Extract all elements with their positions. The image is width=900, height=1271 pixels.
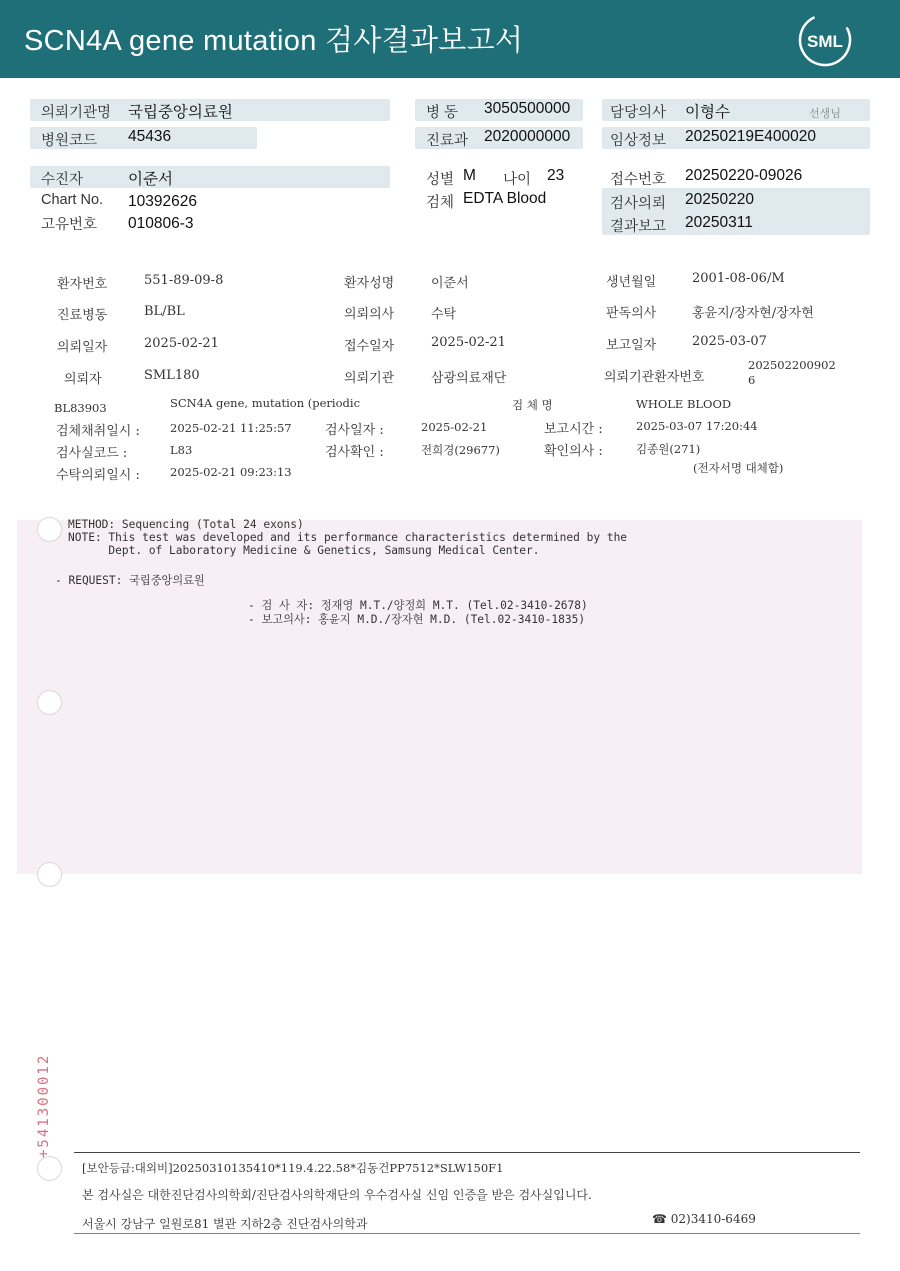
sml-logo-icon xyxy=(797,12,853,68)
reading-doctor-value: 홍윤지/장자현/장자현 xyxy=(692,306,814,321)
hospital-code-value: 45436 xyxy=(128,128,172,145)
sex-label: 성별 xyxy=(426,172,455,188)
collect-time-value: 2025-02-21 11:25:57 xyxy=(170,421,292,435)
patient-no-label: 환자번호 xyxy=(57,277,108,292)
req-inst-pt-label: 의뢰기관환자번호 xyxy=(604,370,705,385)
lab-code-label: 검사실코드 : xyxy=(56,446,128,461)
lab-code-value: L83 xyxy=(170,443,193,457)
requester-label: 의뢰자 xyxy=(64,372,102,387)
req-doctor-label: 의뢰의사 xyxy=(344,307,395,322)
chart-no-label: Chart No. xyxy=(41,192,104,208)
collect-time-label: 검체채취일시 : xyxy=(56,424,140,439)
req-inst-value: 삼광의료재단 xyxy=(431,371,507,386)
doctor-label: 담당의사 xyxy=(610,105,667,121)
test-date-value: 2025-02-21 xyxy=(421,420,488,434)
phone-text: ☎ 02)3410-6469 xyxy=(652,1212,756,1226)
specimen-name-value: WHOLE BLOOD xyxy=(636,397,732,411)
req-doctor-value: 수탁 xyxy=(431,307,457,322)
unique-no-value: 010806-3 xyxy=(128,215,194,232)
report-time-value: 2025-03-07 17:20:44 xyxy=(636,419,758,433)
specimen-name-label: 검 체 명 xyxy=(512,398,553,412)
report-date-label: 결과보고 xyxy=(610,219,667,235)
consign-time-value: 2025-02-21 09:23:13 xyxy=(170,465,292,479)
department-value: 2020000000 xyxy=(484,128,571,145)
test-date-label: 검사일자 : xyxy=(325,423,384,438)
report-title: SCN4A gene mutation 검사결과보고서 xyxy=(24,25,524,57)
clinical-label: 임상정보 xyxy=(610,133,667,149)
test-name: SCN4A gene, mutation (periodic xyxy=(170,396,361,410)
request-line: - REQUEST: 국립중앙의료원 xyxy=(55,574,205,587)
receipt-no-label: 접수번호 xyxy=(610,172,667,188)
reading-doctor-label: 판독의사 xyxy=(606,306,657,321)
side-serial-number: +541300012 xyxy=(36,1053,52,1158)
logo-text: SML xyxy=(807,32,843,51)
specimen-label: 검체 xyxy=(426,195,455,211)
doctor-suffix: 선생님 xyxy=(809,108,841,120)
ward-value: 3050500000 xyxy=(484,100,571,117)
report-time-label: 보고시간 : xyxy=(544,422,603,437)
chart-no-value: 10392626 xyxy=(128,193,197,210)
confirm-label: 검사확인 : xyxy=(325,445,384,460)
institution-label: 의뢰기관명 xyxy=(41,105,112,121)
hospital-code-label: 병원코드 xyxy=(41,133,98,149)
patient-name-label: 환자성명 xyxy=(344,276,395,291)
ward-report-value: BL/BL xyxy=(144,304,185,319)
punch-hole-lower xyxy=(37,862,62,887)
punch-hole-bottom xyxy=(37,1156,62,1181)
patient-value: 이준서 xyxy=(128,171,173,188)
sex-value: M xyxy=(463,167,476,184)
method-text: METHOD: Sequencing (Total 24 exons) xyxy=(68,518,304,531)
certification-text: 본 검사실은 대한진단검사의학회/진단검사의학재단의 우수검사실 신임 인증을 받은 검사실입니다. xyxy=(82,1188,592,1202)
report-date-value: 20250311 xyxy=(685,214,753,231)
consign-time-label: 수탁의뢰일시 : xyxy=(56,468,140,483)
age-label: 나이 xyxy=(503,172,532,188)
ward-report-label: 진료병동 xyxy=(57,308,108,323)
punch-hole-top xyxy=(37,517,62,542)
report-date-report-value: 2025-03-07 xyxy=(692,334,767,349)
request-date-label: 검사의뢰 xyxy=(610,196,667,212)
report-header xyxy=(0,0,900,78)
footer-top-rule xyxy=(74,1152,860,1153)
confirm-value: 전희경(29677) xyxy=(421,443,500,457)
address-text: 서울시 강남구 일원로81 별관 지하2층 진단검사의학과 xyxy=(82,1217,368,1231)
age-value: 23 xyxy=(547,167,565,184)
requester-value: SML180 xyxy=(144,368,200,383)
patient-pill xyxy=(30,166,390,188)
department-label: 진료과 xyxy=(426,133,469,149)
req-date-value: 2025-02-21 xyxy=(144,336,219,351)
test-code: BL83903 xyxy=(54,401,107,415)
confirm-doctor-value: 김종원(271) xyxy=(636,442,701,456)
req-inst-pt-value: 202502200902 xyxy=(748,358,836,372)
unique-no-label: 고유번호 xyxy=(41,217,98,233)
req-date-label: 의뢰일자 xyxy=(57,340,108,355)
punch-hole-middle xyxy=(37,690,62,715)
birth-value: 2001-08-06/M xyxy=(692,271,785,286)
patient-no-value: 551-89-09-8 xyxy=(144,273,224,288)
doctor-value: 이형수 xyxy=(685,104,730,121)
receipt-no-value: 20250220-09026 xyxy=(685,167,803,184)
birth-label: 생년월일 xyxy=(606,275,657,290)
institution-value: 국립중앙의료원 xyxy=(128,104,233,121)
specimen-value: EDTA Blood xyxy=(463,190,547,207)
security-line: [보안등급:대외비]20250310135410*119.4.22.58*김동건PP7512*SLW150F1 xyxy=(82,1161,504,1175)
reporter-line: - 보고의사: 홍윤지 M.D./장자현 M.D. (Tel.02-3410-1835) xyxy=(248,613,586,626)
note-line-2: Dept. of Laboratory Medicine & Genetics, Samsung Medical Center. xyxy=(68,544,540,557)
request-date-value: 20250220 xyxy=(685,191,754,208)
receipt-date-value: 2025-02-21 xyxy=(431,335,506,350)
req-inst-label: 의뢰기관 xyxy=(344,371,395,386)
footer-bottom-rule xyxy=(74,1233,860,1234)
tester-line: - 검 사 자: 정재영 M.T./양정희 M.T. (Tel.02-3410-2678) xyxy=(248,599,588,612)
confirm-doctor-label: 확인의사 : xyxy=(544,444,603,459)
signature-note: (전자서명 대체함) xyxy=(693,461,784,475)
patient-name-value: 이준서 xyxy=(431,276,469,291)
ward-label: 병 동 xyxy=(426,105,459,121)
patient-label: 수진자 xyxy=(41,172,84,188)
note-line-1: NOTE: This test was developed and its performance characteristics determined by the xyxy=(68,531,628,544)
req-inst-pt-value-cont: 6 xyxy=(748,373,756,387)
receipt-date-label: 접수일자 xyxy=(344,339,395,354)
clinical-value: 20250219E400020 xyxy=(685,128,817,145)
report-date-report-label: 보고일자 xyxy=(606,338,657,353)
